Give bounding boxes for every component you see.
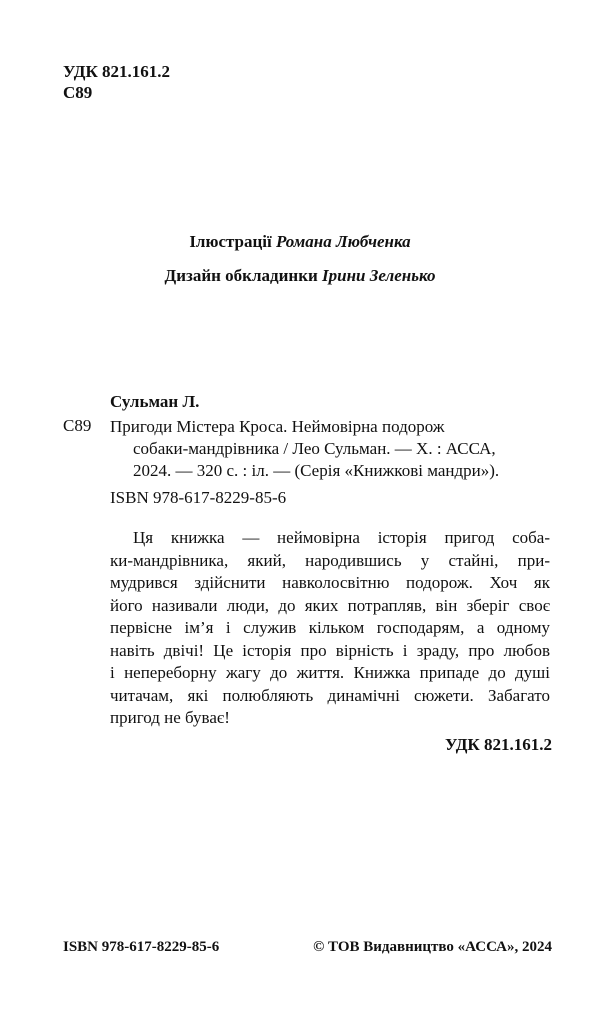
- isbn-footer: ISBN 978-617-8229-85-6: [63, 939, 220, 955]
- copyright-notice: © ТОВ Видавництво «АССА», 2024: [313, 939, 552, 955]
- annotation-line: його називали люди, до яких потрапляв, він зберіг своє: [110, 595, 550, 615]
- author-heading: Сульман Л.: [110, 392, 200, 411]
- bibliographic-description: [110, 416, 550, 482]
- cover-design-credit: [0, 266, 600, 286]
- annotation-line: пригод не буває!: [110, 708, 230, 727]
- illustrations-label: Ілюстрації: [189, 232, 272, 251]
- annotation-text: [110, 527, 550, 730]
- udk-code-top: УДК 821.161.2: [63, 62, 171, 81]
- annotation-line: і непереборну жагу до життя. Книжка припаде до душі: [110, 663, 550, 682]
- biblio-line-1: Пригоди Містера Кроса. Неймовірна подорож: [110, 417, 445, 436]
- biblio-line-2: собаки-мандрівника / Лео Сульман. — Х. : АССА,: [133, 439, 496, 458]
- udk-code-bottom: УДК 821.161.2: [444, 735, 552, 754]
- annotation-line: Ця книжка — неймовірна історія пригод соба-: [133, 528, 550, 547]
- cover-designer-name: Ірини Зеленько: [322, 266, 436, 285]
- annotation-line: читачам, які полюбляють динамічні сюжети. Забагато: [110, 685, 550, 705]
- annotation-line: мудрився здійснити навколосвітню подорож. Хоч як: [110, 573, 550, 592]
- classmark-record: С89: [63, 416, 92, 435]
- annotation-line: навіть двічі! Це історія про вірність і зраду, про любов: [110, 640, 550, 660]
- annotation-line: ки-мандрівника, який, народившись у стайні, при-: [110, 550, 550, 570]
- biblio-line-3: 2024. — 320 с. : іл. — (Серія «Книжкові мандри»).: [133, 461, 500, 480]
- cover-design-label: Дизайн обкладинки: [164, 266, 318, 285]
- annotation-line: первісне ім’я і служив кільком господарям, а одному: [110, 618, 550, 637]
- illustrator-name: Романа Любченка: [276, 232, 411, 251]
- classmark-top: С89: [63, 83, 93, 102]
- isbn-record: ISBN 978-617-8229-85-6: [110, 488, 287, 507]
- illustrations-credit: [0, 232, 600, 252]
